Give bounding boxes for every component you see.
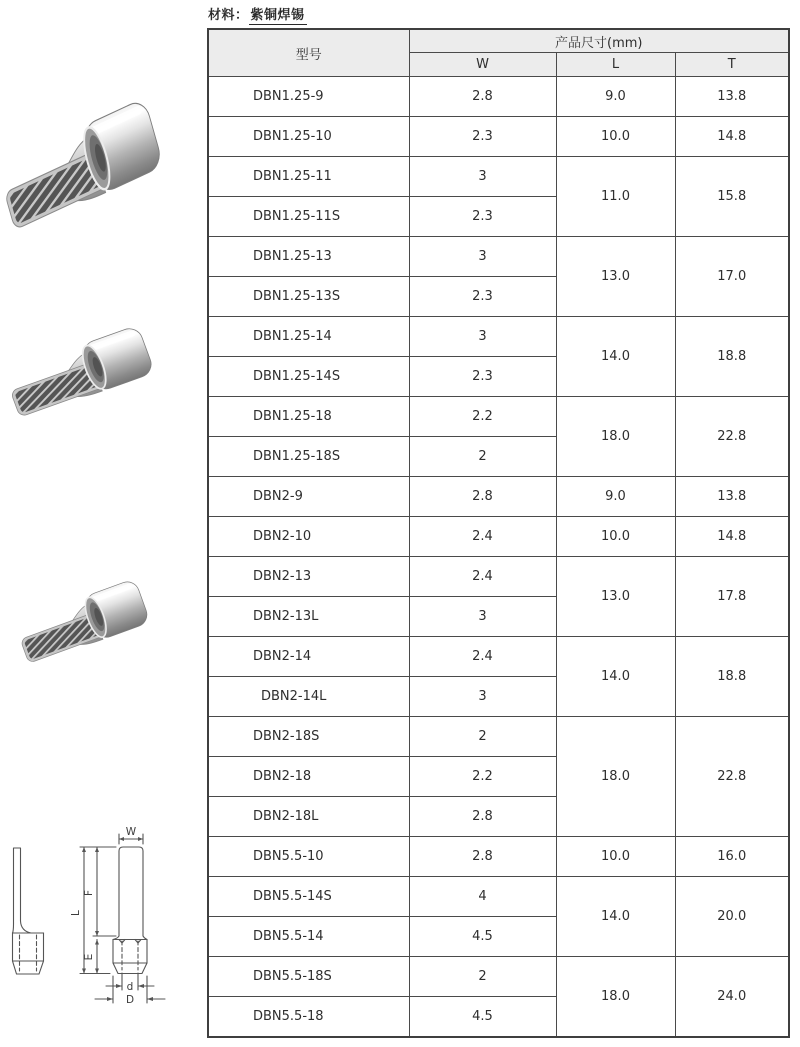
t-cell: 13.8 xyxy=(675,77,789,117)
l-cell: 9.0 xyxy=(556,77,675,117)
w-cell: 4.5 xyxy=(409,997,556,1037)
front-view-drawing xyxy=(113,847,147,974)
model-cell: DBN1.25-11S xyxy=(208,197,409,237)
model-cell: DBN1.25-9 xyxy=(208,77,409,117)
header-t: T xyxy=(675,53,789,77)
model-cell: DBN5.5-18 xyxy=(208,997,409,1037)
t-cell: 17.0 xyxy=(675,237,789,317)
model-cell: DBN2-13 xyxy=(208,557,409,597)
t-cell: 24.0 xyxy=(675,957,789,1037)
model-cell: DBN2-14L xyxy=(208,677,409,717)
dimension-diagram xyxy=(0,823,178,1023)
w-cell: 2.8 xyxy=(409,477,556,517)
t-cell: 14.8 xyxy=(675,117,789,157)
model-cell: DBN2-18L xyxy=(208,797,409,837)
terminal-product-photo-2 xyxy=(9,318,169,420)
t-cell: 14.8 xyxy=(675,517,789,557)
model-cell: DBN2-18S xyxy=(208,717,409,757)
model-cell: DBN1.25-18S xyxy=(208,437,409,477)
model-cell: DBN2-13L xyxy=(208,597,409,637)
t-cell: 13.8 xyxy=(675,477,789,517)
model-cell: DBN1.25-18 xyxy=(208,397,409,437)
table-row xyxy=(208,477,789,517)
spec-table-header xyxy=(208,29,789,77)
w-cell: 3 xyxy=(409,597,556,637)
w-cell: 4.5 xyxy=(409,917,556,957)
t-cell: 22.8 xyxy=(675,717,789,837)
l-cell: 10.0 xyxy=(556,837,675,877)
t-cell: 18.8 xyxy=(675,637,789,717)
l-cell: 18.0 xyxy=(556,717,675,837)
w-cell: 2.3 xyxy=(409,197,556,237)
model-cell: DBN1.25-10 xyxy=(208,117,409,157)
model-cell: DBN2-18 xyxy=(208,757,409,797)
model-cell: DBN2-9 xyxy=(208,477,409,517)
w-cell: 2 xyxy=(409,957,556,997)
table-row xyxy=(208,117,789,157)
l-cell: 13.0 xyxy=(556,557,675,637)
model-cell: DBN2-14 xyxy=(208,637,409,677)
l-cell: 10.0 xyxy=(556,117,675,157)
header-l: L xyxy=(556,53,675,77)
dim-f xyxy=(93,847,116,936)
w-cell: 2.2 xyxy=(409,757,556,797)
l-cell: 13.0 xyxy=(556,237,675,317)
table-row xyxy=(208,637,789,677)
header-w: W xyxy=(409,53,556,77)
w-cell: 2.8 xyxy=(409,837,556,877)
l-cell: 10.0 xyxy=(556,517,675,557)
material-value: 紫铜焊锡 xyxy=(250,8,305,23)
l-cell: 14.0 xyxy=(556,877,675,957)
dim-label-f: F xyxy=(83,889,95,897)
table-row xyxy=(208,877,789,917)
dim-label-e: E xyxy=(83,953,95,961)
w-cell: 2.4 xyxy=(409,637,556,677)
dim-label-d-small: d xyxy=(126,981,134,993)
w-cell: 2.8 xyxy=(409,797,556,837)
table-row xyxy=(208,557,789,597)
l-cell: 9.0 xyxy=(556,477,675,517)
t-cell: 17.8 xyxy=(675,557,789,637)
material-label: 材料： xyxy=(208,8,249,23)
model-cell: DBN5.5-18S xyxy=(208,957,409,997)
table-row xyxy=(208,517,789,557)
model-cell: DBN1.25-11 xyxy=(208,157,409,197)
t-cell: 15.8 xyxy=(675,157,789,237)
table-row xyxy=(208,157,789,197)
header-model: 型号 xyxy=(208,29,409,77)
w-cell: 2.3 xyxy=(409,117,556,157)
w-cell: 2.4 xyxy=(409,557,556,597)
w-cell: 3 xyxy=(409,157,556,197)
w-cell: 3 xyxy=(409,677,556,717)
t-cell: 22.8 xyxy=(675,397,789,477)
l-cell: 18.0 xyxy=(556,957,675,1037)
l-cell: 14.0 xyxy=(556,637,675,717)
w-cell: 4 xyxy=(409,877,556,917)
header-dims: 产品尺寸(mm) xyxy=(409,29,789,53)
table-row xyxy=(208,397,789,437)
table-row xyxy=(208,957,789,997)
w-cell: 2 xyxy=(409,717,556,757)
dim-label-d-big: D xyxy=(125,994,135,1006)
t-cell: 16.0 xyxy=(675,837,789,877)
spec-table xyxy=(207,28,790,1038)
t-cell: 20.0 xyxy=(675,877,789,957)
w-cell: 3 xyxy=(409,237,556,277)
material-title xyxy=(208,4,307,23)
side-view-drawing xyxy=(13,848,44,974)
w-cell: 2.8 xyxy=(409,77,556,117)
l-cell: 18.0 xyxy=(556,397,675,477)
dim-label-w: W xyxy=(125,826,137,838)
table-row xyxy=(208,717,789,757)
model-cell: DBN1.25-13S xyxy=(208,277,409,317)
w-cell: 2 xyxy=(409,437,556,477)
model-cell: DBN5.5-14 xyxy=(208,917,409,957)
model-cell: DBN1.25-14 xyxy=(208,317,409,357)
l-cell: 11.0 xyxy=(556,157,675,237)
model-cell: DBN1.25-14S xyxy=(208,357,409,397)
terminal-product-photo-3 xyxy=(19,572,163,666)
w-cell: 2.2 xyxy=(409,397,556,437)
w-cell: 2.3 xyxy=(409,277,556,317)
l-cell: 14.0 xyxy=(556,317,675,397)
w-cell: 2.4 xyxy=(409,517,556,557)
table-row xyxy=(208,237,789,277)
model-cell: DBN5.5-10 xyxy=(208,837,409,877)
model-cell: DBN1.25-13 xyxy=(208,237,409,277)
model-cell: DBN5.5-14S xyxy=(208,877,409,917)
t-cell: 18.8 xyxy=(675,317,789,397)
dim-label-l: L xyxy=(70,910,82,916)
model-cell: DBN2-10 xyxy=(208,517,409,557)
terminal-product-photo-1 xyxy=(3,88,179,234)
w-cell: 3 xyxy=(409,317,556,357)
table-row xyxy=(208,317,789,357)
w-cell: 2.3 xyxy=(409,357,556,397)
table-row xyxy=(208,77,789,117)
table-row xyxy=(208,837,789,877)
dim-e xyxy=(95,940,99,974)
